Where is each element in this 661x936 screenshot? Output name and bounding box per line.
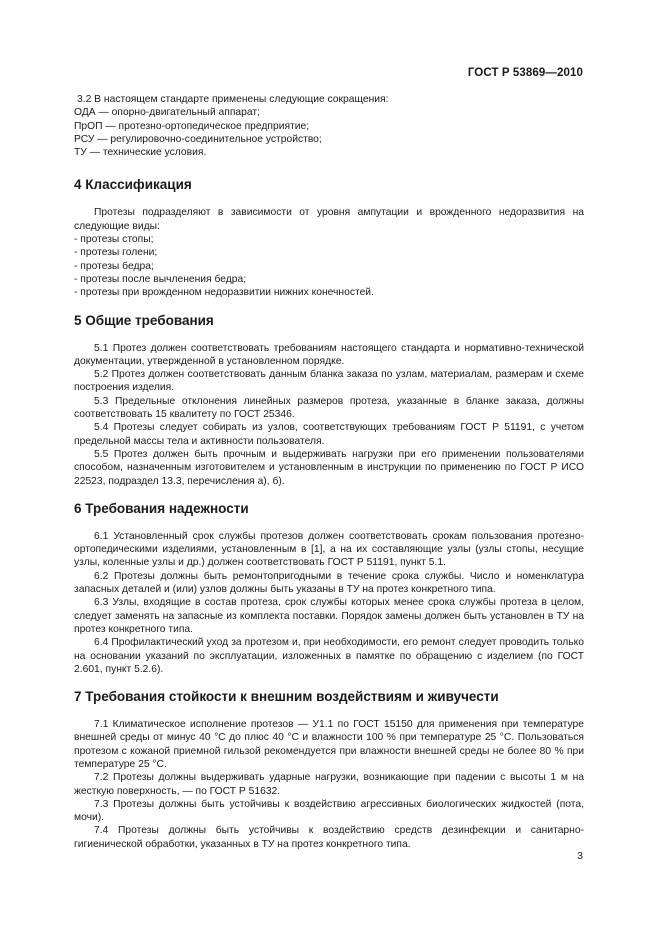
paragraph-5-5: 5.5 Протез должен быть прочным и выдерживать нагрузки при его применении пользователями способом, назначенным изготовителем и установленным в инструкции по применению по ГОСТ Р ИСО 22523, подраздел 13.3, перечисления а), б). [74, 448, 584, 487]
paragraph-6-1: 6.1 Установленный срок службы протезов должен соответствовать срокам пользования протезно-ортопедическими изделиями, установленным в [1], а на их составляющие узлы (узлы стопы, несущие узлы, коленные узлы и др.) должен соответствовать ГОСТ Р 51191, пункт 5.1. [74, 530, 584, 569]
paragraph-6-2: 6.2 Протезы должны быть ремонтопригодными в течение срока службы. Число и номенклатура запасных деталей и (или) узлов должны быть указаны в ТУ на протез конкретного типа. [74, 570, 584, 596]
section-6-heading: 6 Требования надежности [74, 500, 249, 516]
paragraph-5-2: 5.2 Протез должен соответствовать данным бланка заказа по узлам, материалам, размерам и схеме построения изделия. [74, 369, 584, 394]
section-3-2 [74, 93, 584, 159]
document-header-id: ГОСТ Р 53869—2010 [467, 67, 583, 79]
paragraph-7-3: 7.3 Протезы должны быть устойчивы к воздействию агрессивных биологических жидкостей (пота, мочи). [74, 798, 584, 824]
classification-list [74, 233, 584, 299]
abbreviation-item: ПрОП — протезно-ортопедическое предприятие; [74, 120, 310, 132]
list-item: - протезы при врожденном недоразвитии нижних конечностей. [74, 286, 584, 299]
page-content [74, 93, 584, 851]
abbreviation-item: РСУ — регулировочно-соединительное устройство; [74, 133, 322, 145]
abbreviation-item: ТУ — технические условия. [74, 147, 207, 159]
paragraph-5-4: 5.4 Протезы следует собирать из узлов, соответствующих требованиям ГОСТ Р 51191, с учетом предельной массы тела и активности пользователя. [74, 422, 584, 447]
section-4-heading: 4 Классификация [74, 177, 192, 193]
list-item: - протезы бедра; [74, 260, 584, 273]
list-item: - протезы стопы; [74, 233, 584, 246]
abbreviation-item: ОДА — опорно-двигательный аппарат; [74, 107, 260, 119]
paragraph-7-4: 7.4 Протезы должны быть устойчивы к воздействию средств дезинфекции и санитарно-гигиенической обработки, указанных в ТУ на протез конкретного типа. [74, 825, 584, 850]
section-7-heading: 7 Требования стойкости к внешним воздействиям и живучести [74, 689, 499, 705]
abbreviations-intro: 3.2 В настоящем стандарте применены следующие сокращения: [77, 94, 389, 105]
page-number: 3 [577, 850, 583, 862]
paragraph-6-3: 6.3 Узлы, входящие в состав протеза, срок службы которых менее срока службы протеза в целом, следует заменять на запасные из комплекта поставки. Порядок замены должен быть установлен в ТУ на протез конкретного типа. [74, 597, 584, 635]
section-5-heading: 5 Общие требования [74, 312, 214, 328]
paragraph-5-3: 5.3 Предельные отклонения линейных размеров протеза, указанные в бланке заказа, должны соответствовать 15 квалитету по ГОСТ 25346. [74, 395, 584, 421]
paragraph-7-1: 7.1 Климатическое исполнение протезов — У1.1 по ГОСТ 15150 для применения при температуре внешней среды от минус 40 °С до плюс 40 °С и влажности 100 % при температуре 25 °С. Пользоваться протезом с кожаной приемной гильзой рекомендуется при влажности внешней среды не более 80 % при температуре 25 °С. [74, 719, 584, 770]
paragraph-7-2: 7.2 Протезы должны выдерживать ударные нагрузки, возникающие при падении с высоты 1 м на жесткую поверхность, — по ГОСТ Р 51632. [74, 772, 584, 797]
paragraph-5-1: 5.1 Протез должен соответствовать требованиям настоящего стандарта и нормативно-технической документации, утвержденной в установленном порядке. [74, 342, 584, 367]
classification-intro: Протезы подразделяют в зависимости от уровня ампутации и врожденного недоразвития на следующие виды: [74, 207, 584, 232]
list-item: - протезы голени; [74, 246, 584, 259]
list-item: - протезы после вычленения бедра; [74, 273, 584, 286]
paragraph-6-4: 6.4 Профилактический уход за протезом и, при необходимости, его ремонт следует проводить только на основании указаний по эксплуатации, изложенных в памятке по обращению с изделием (по ГОСТ 2.601, пункт 5.2.6). [74, 637, 584, 675]
